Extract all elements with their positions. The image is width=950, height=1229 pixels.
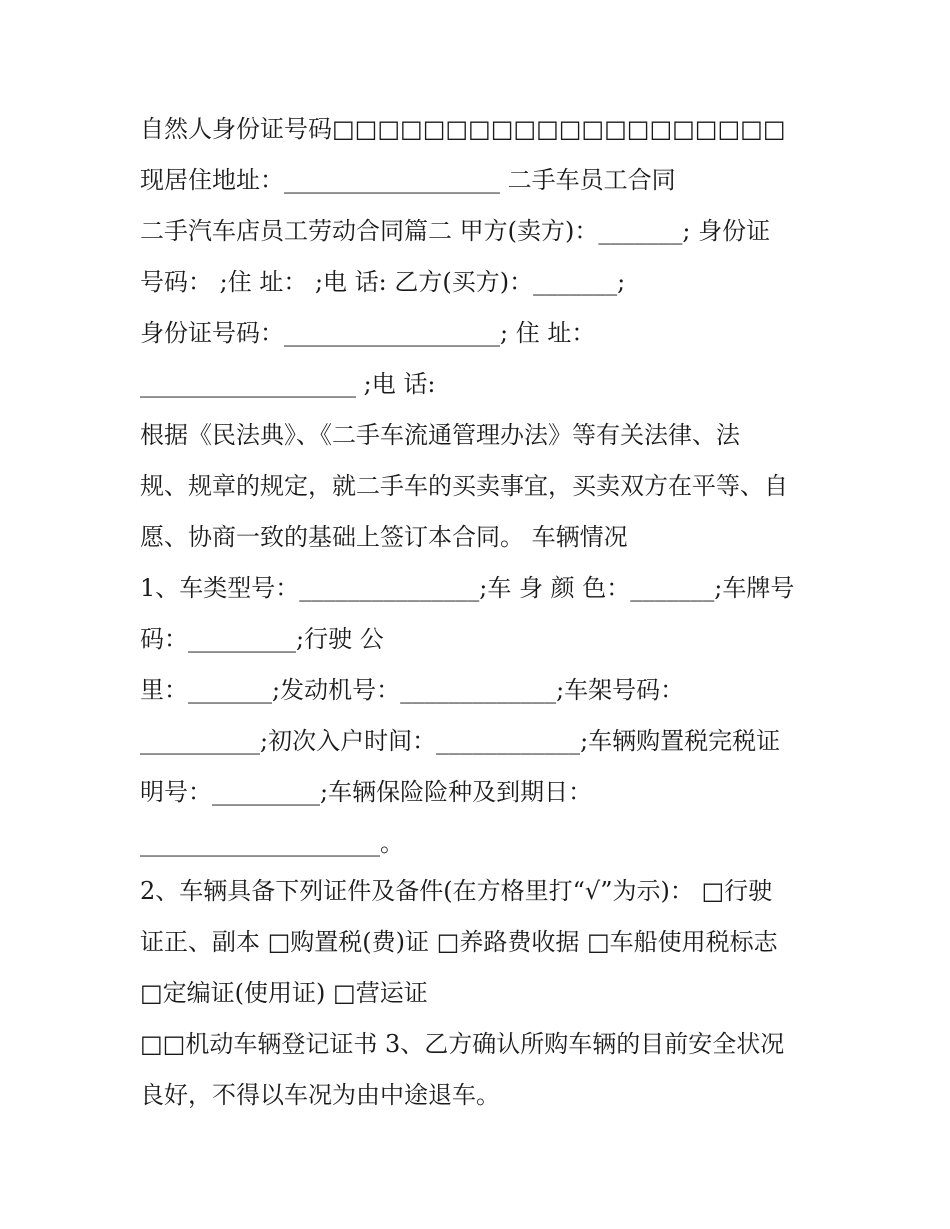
text-line: 号码： ;住 址： ;电 话: 乙方(买方)：_______;	[140, 268, 626, 296]
text-line: 1、车类型号：_______________;车 身 颜 色：_______;车牌号	[140, 574, 795, 602]
text-line: 证正、副本 □购置税(费)证 □养路费收据 □车船使用税标志	[140, 928, 778, 956]
text-line: ____________________。	[140, 829, 404, 857]
text-line: 自然人身份证号码□□□□□□□□□□□□□□□□□□□□	[140, 115, 786, 143]
text-line: 里：_______;发动机号：_____________;车架号码：	[140, 676, 685, 704]
text-line: __________;初次入户时间：____________;车辆购置税完税证	[140, 727, 781, 755]
text-line: 身份证号码：__________________; 住 址：	[140, 319, 596, 347]
text-line: □定编证(使用证) □营运证	[140, 979, 428, 1007]
text-line: 良好，不得以车况为由中途退车。	[140, 1081, 500, 1109]
text-line: 码：_________;行驶 公	[140, 625, 384, 653]
text-line: 现居住地址：__________________ 二手车员工合同	[140, 166, 676, 194]
text-line: 二手汽车店员工劳动合同篇二 甲方(卖方)：_______; 身份证	[140, 217, 771, 245]
text-line: 根据《民法典》、《二手车流通管理办法》等有关法律、法	[140, 421, 740, 449]
text-line: □□机动车辆登记证书 3、乙方确认所购车辆的目前安全状况	[140, 1030, 785, 1058]
text-line: 2、车辆具备下列证件及备件(在方格里打“√”为示)： □行驶	[140, 877, 773, 905]
text-line: 规、规章的规定，就二手车的买卖事宜，买卖双方在平等、自	[140, 472, 788, 500]
text-line: 愿、协商一致的基础上签订本合同。 车辆情况	[140, 523, 628, 551]
text-line: __________________ ;电 话:	[140, 370, 436, 398]
text-line: 明号：_________;车辆保险险种及到期日：	[140, 778, 593, 806]
